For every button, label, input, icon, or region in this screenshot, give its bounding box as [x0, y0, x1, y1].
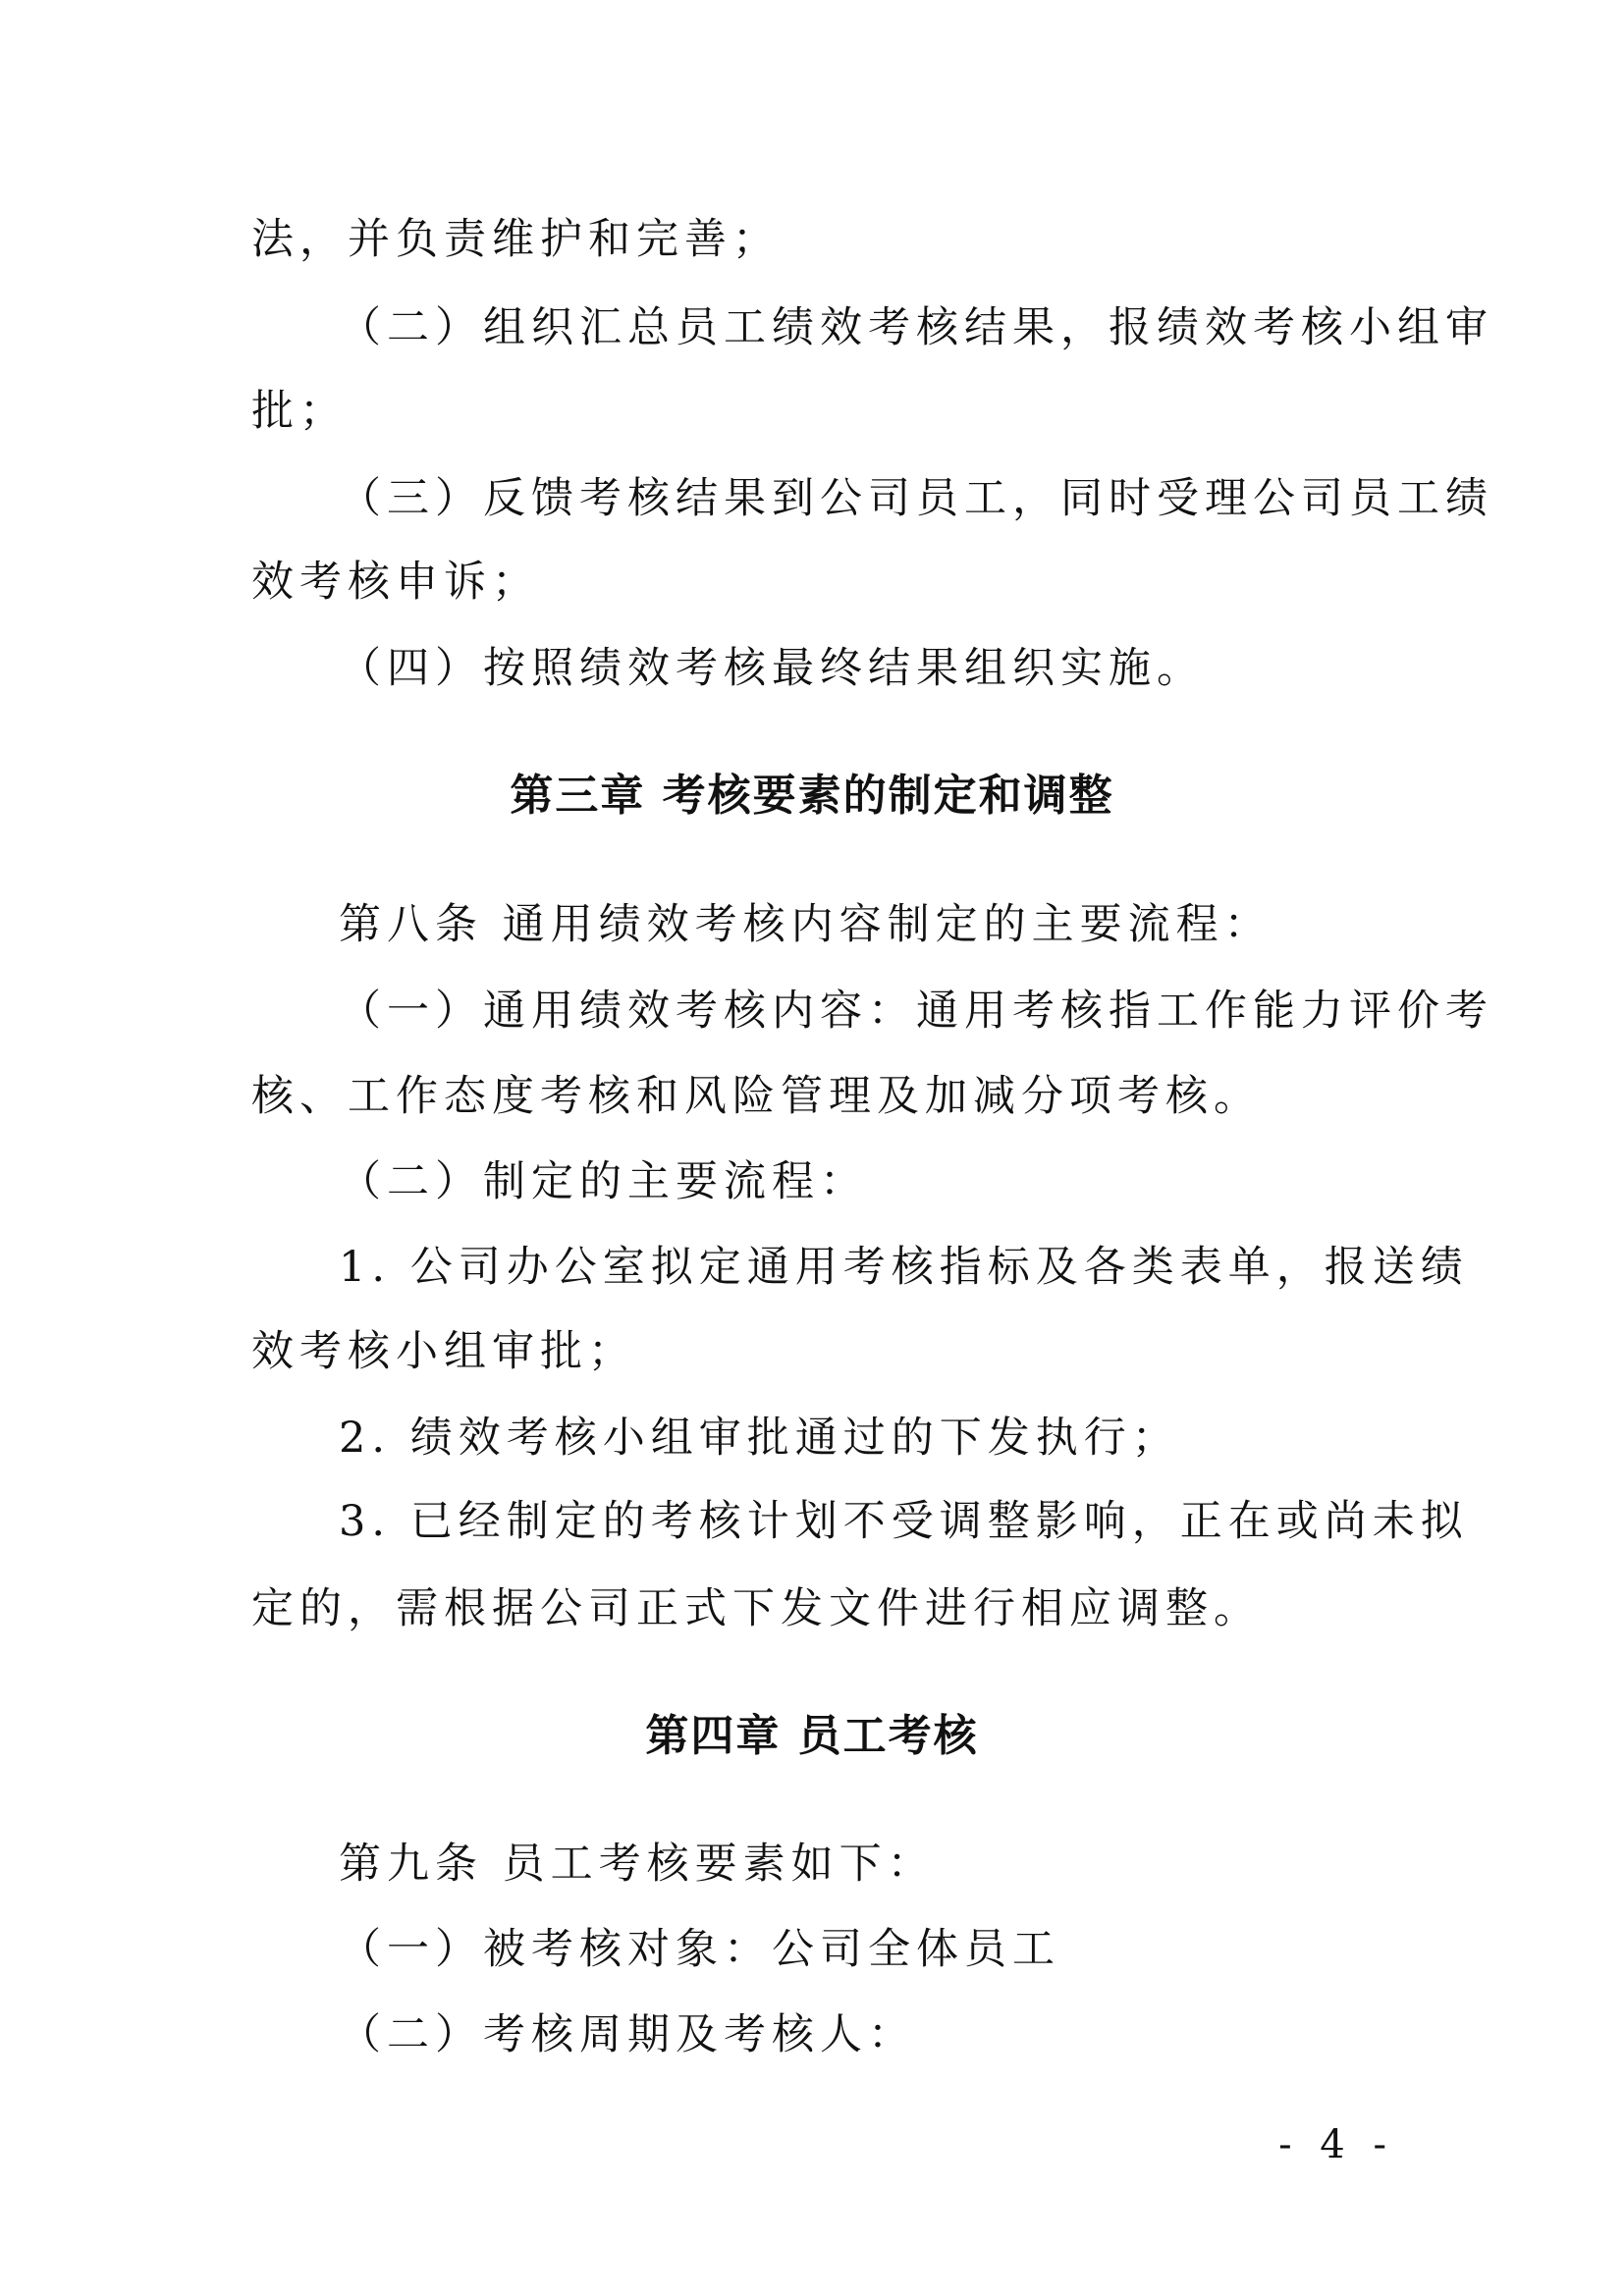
paragraph-line: （二）制定的主要流程：: [339, 1157, 868, 1206]
paragraph-line: 效考核申诉；: [251, 558, 540, 607]
paragraph-line: 定的，需根据公司正式下发文件进行相应调整。: [251, 1584, 1262, 1633]
article-heading-line: 第八条 通用绩效考核内容制定的主要流程：: [339, 900, 1272, 949]
paragraph-line: 批；: [251, 387, 348, 436]
paragraph-line: （三）反馈考核结果到公司员工，同时受理公司员工绩: [339, 474, 1493, 523]
paragraph-line: 核、工作态度考核和风险管理及加减分项考核。: [251, 1072, 1262, 1121]
page-number: - 4 -: [1278, 2122, 1394, 2167]
paragraph-line: 法，并负责维护和完善；: [251, 215, 781, 264]
paragraph-line: 效考核小组审批；: [251, 1327, 636, 1376]
paragraph-line: （二）考核周期及考核人：: [339, 2010, 916, 2059]
paragraph-line: （一）被考核对象：公司全体员工: [339, 1925, 1060, 1974]
chapter-heading: 第三章 考核要素的制定和调整: [510, 771, 1114, 821]
paragraph-line: （四）按照绩效考核最终结果组织实施。: [339, 644, 1205, 693]
paragraph-line: 2. 绩效考核小组审批通过的下发执行；: [339, 1414, 1180, 1463]
paragraph-line: （二）组织汇总员工绩效考核结果，报绩效考核小组审: [339, 303, 1493, 352]
paragraph-line: 3. 已经制定的考核计划不受调整影响，正在或尚未拟: [339, 1497, 1469, 1546]
paragraph-line: 1. 公司办公室拟定通用考核指标及各类表单，报送绩: [339, 1243, 1469, 1292]
article-heading-line: 第九条 员工考核要素如下：: [339, 1840, 936, 1889]
chapter-heading: 第四章 员工考核: [645, 1711, 979, 1761]
paragraph-line: （一）通用绩效考核内容：通用考核指工作能力评价考: [339, 987, 1493, 1036]
